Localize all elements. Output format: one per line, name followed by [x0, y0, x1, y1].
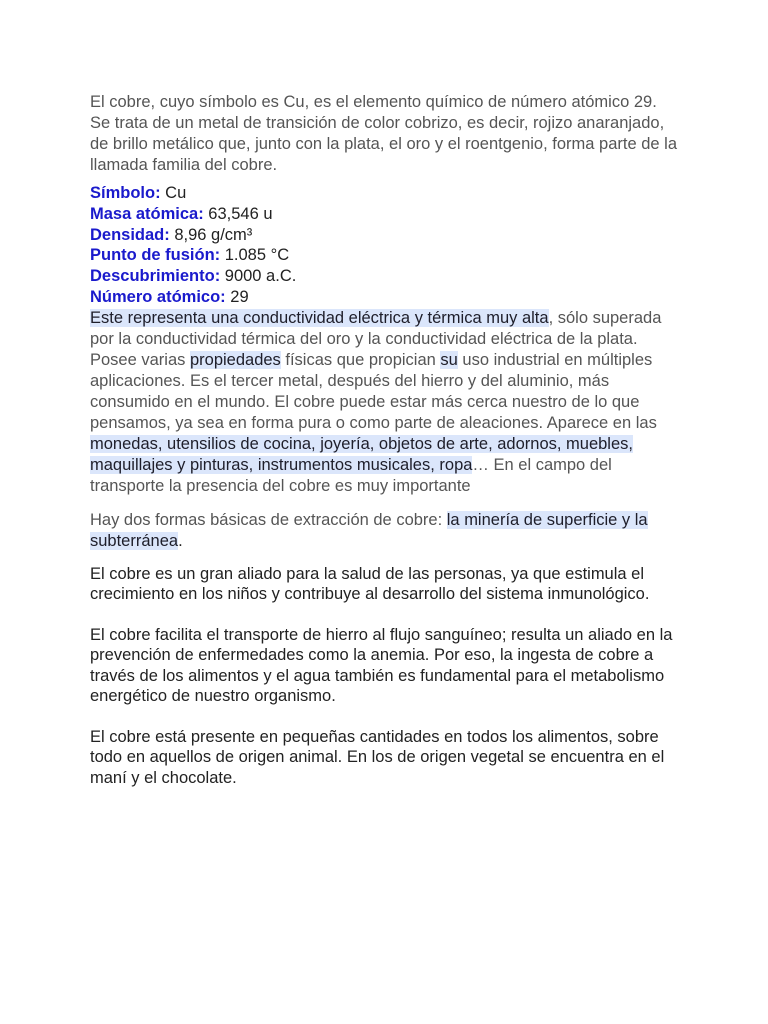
paragraph-text: … En el campo del transporte la presencia del cobre es muy importante: [90, 455, 612, 495]
conductivity-paragraph: [90, 308, 680, 497]
property-melting-point: [90, 245, 680, 266]
property-atomic-number: [90, 287, 680, 308]
property-label: Símbolo:: [90, 184, 161, 202]
property-value: 29: [225, 287, 249, 306]
paragraph-text: , sólo superada por la conductividad térmica del oro y la conductividad eléctrica de la plata. Posee varias: [90, 308, 662, 369]
property-value: Cu: [160, 184, 187, 202]
properties-list: [90, 183, 680, 308]
food-paragraph: El cobre está presente en pequeñas cantidades en todos los alimentos, sobre todo en aquellos de origen animal. En los de origen vegetal se encuentra en el maní y el chocolate.: [90, 727, 665, 787]
extraction-paragraph: [90, 510, 680, 552]
property-atomic-mass: [90, 204, 680, 225]
document-page: [90, 92, 680, 788]
paragraph-text: .: [178, 531, 183, 550]
property-label: Densidad:: [90, 225, 170, 244]
health-paragraph: El cobre es un gran aliado para la salud de las personas, ya que estimula el crecimiento en los niños y contribuye al desarrollo del sistema inmunológico.: [90, 564, 650, 604]
property-label: Número atómico:: [90, 287, 226, 306]
intro-paragraph: El cobre, cuyo símbolo es Cu, es el elemento químico de número atómico 29. Se trata de un metal de transición de color cobrizo, es decir, rojizo anaranjado, de brillo metálico que, junto con la plata, el oro y el roentgenio, forma parte de la llamada familia del cobre.: [90, 93, 678, 174]
iron-paragraph: El cobre facilita el transporte de hierro al flujo sanguíneo; resulta un aliado en la prevención de enfermedades como la anemia. Por eso, la ingesta de cobre a través de los alimentos y el agua también es fundamental para el metabolismo energético de nuestro organismo.: [90, 625, 673, 706]
property-value: 9000 a.C.: [220, 267, 297, 286]
highlighted-text: su: [440, 350, 458, 369]
highlighted-text: monedas, utensilios de cocina, joyería, objetos de arte, adornos, muebles, maquillajes y pinturas, instrumentos musicales, ropa: [90, 434, 633, 474]
paragraph-text: físicas que propician: [280, 350, 441, 369]
paragraph-text: uso industrial en múltiples aplicaciones. Es el tercer metal, después del hierro y del aluminio, más consumido en el mundo. El cobre puede estar más cerca nuestro de lo que pensamos, ya sea en forma pura o como parte de aleaciones. Aparece en las: [90, 350, 657, 432]
highlighted-text: la minería de superficie y la subterránea: [90, 510, 648, 550]
property-density: [90, 225, 680, 246]
property-symbol: [90, 183, 680, 204]
property-label: Masa atómica:: [90, 204, 204, 223]
property-value: 8,96 g/cm³: [169, 225, 253, 244]
highlighted-text: propiedades: [189, 350, 281, 369]
property-label: Punto de fusión:: [90, 246, 221, 265]
paragraph-text: Hay dos formas básicas de extracción de cobre:: [90, 510, 447, 529]
property-value: 63,546 u: [203, 204, 273, 223]
property-discovery: [90, 266, 680, 287]
property-value: 1.085 °C: [220, 246, 290, 265]
highlighted-text: Este representa una conductividad eléctrica y térmica muy alta: [90, 308, 549, 327]
property-label: Descubrimiento:: [90, 267, 221, 286]
